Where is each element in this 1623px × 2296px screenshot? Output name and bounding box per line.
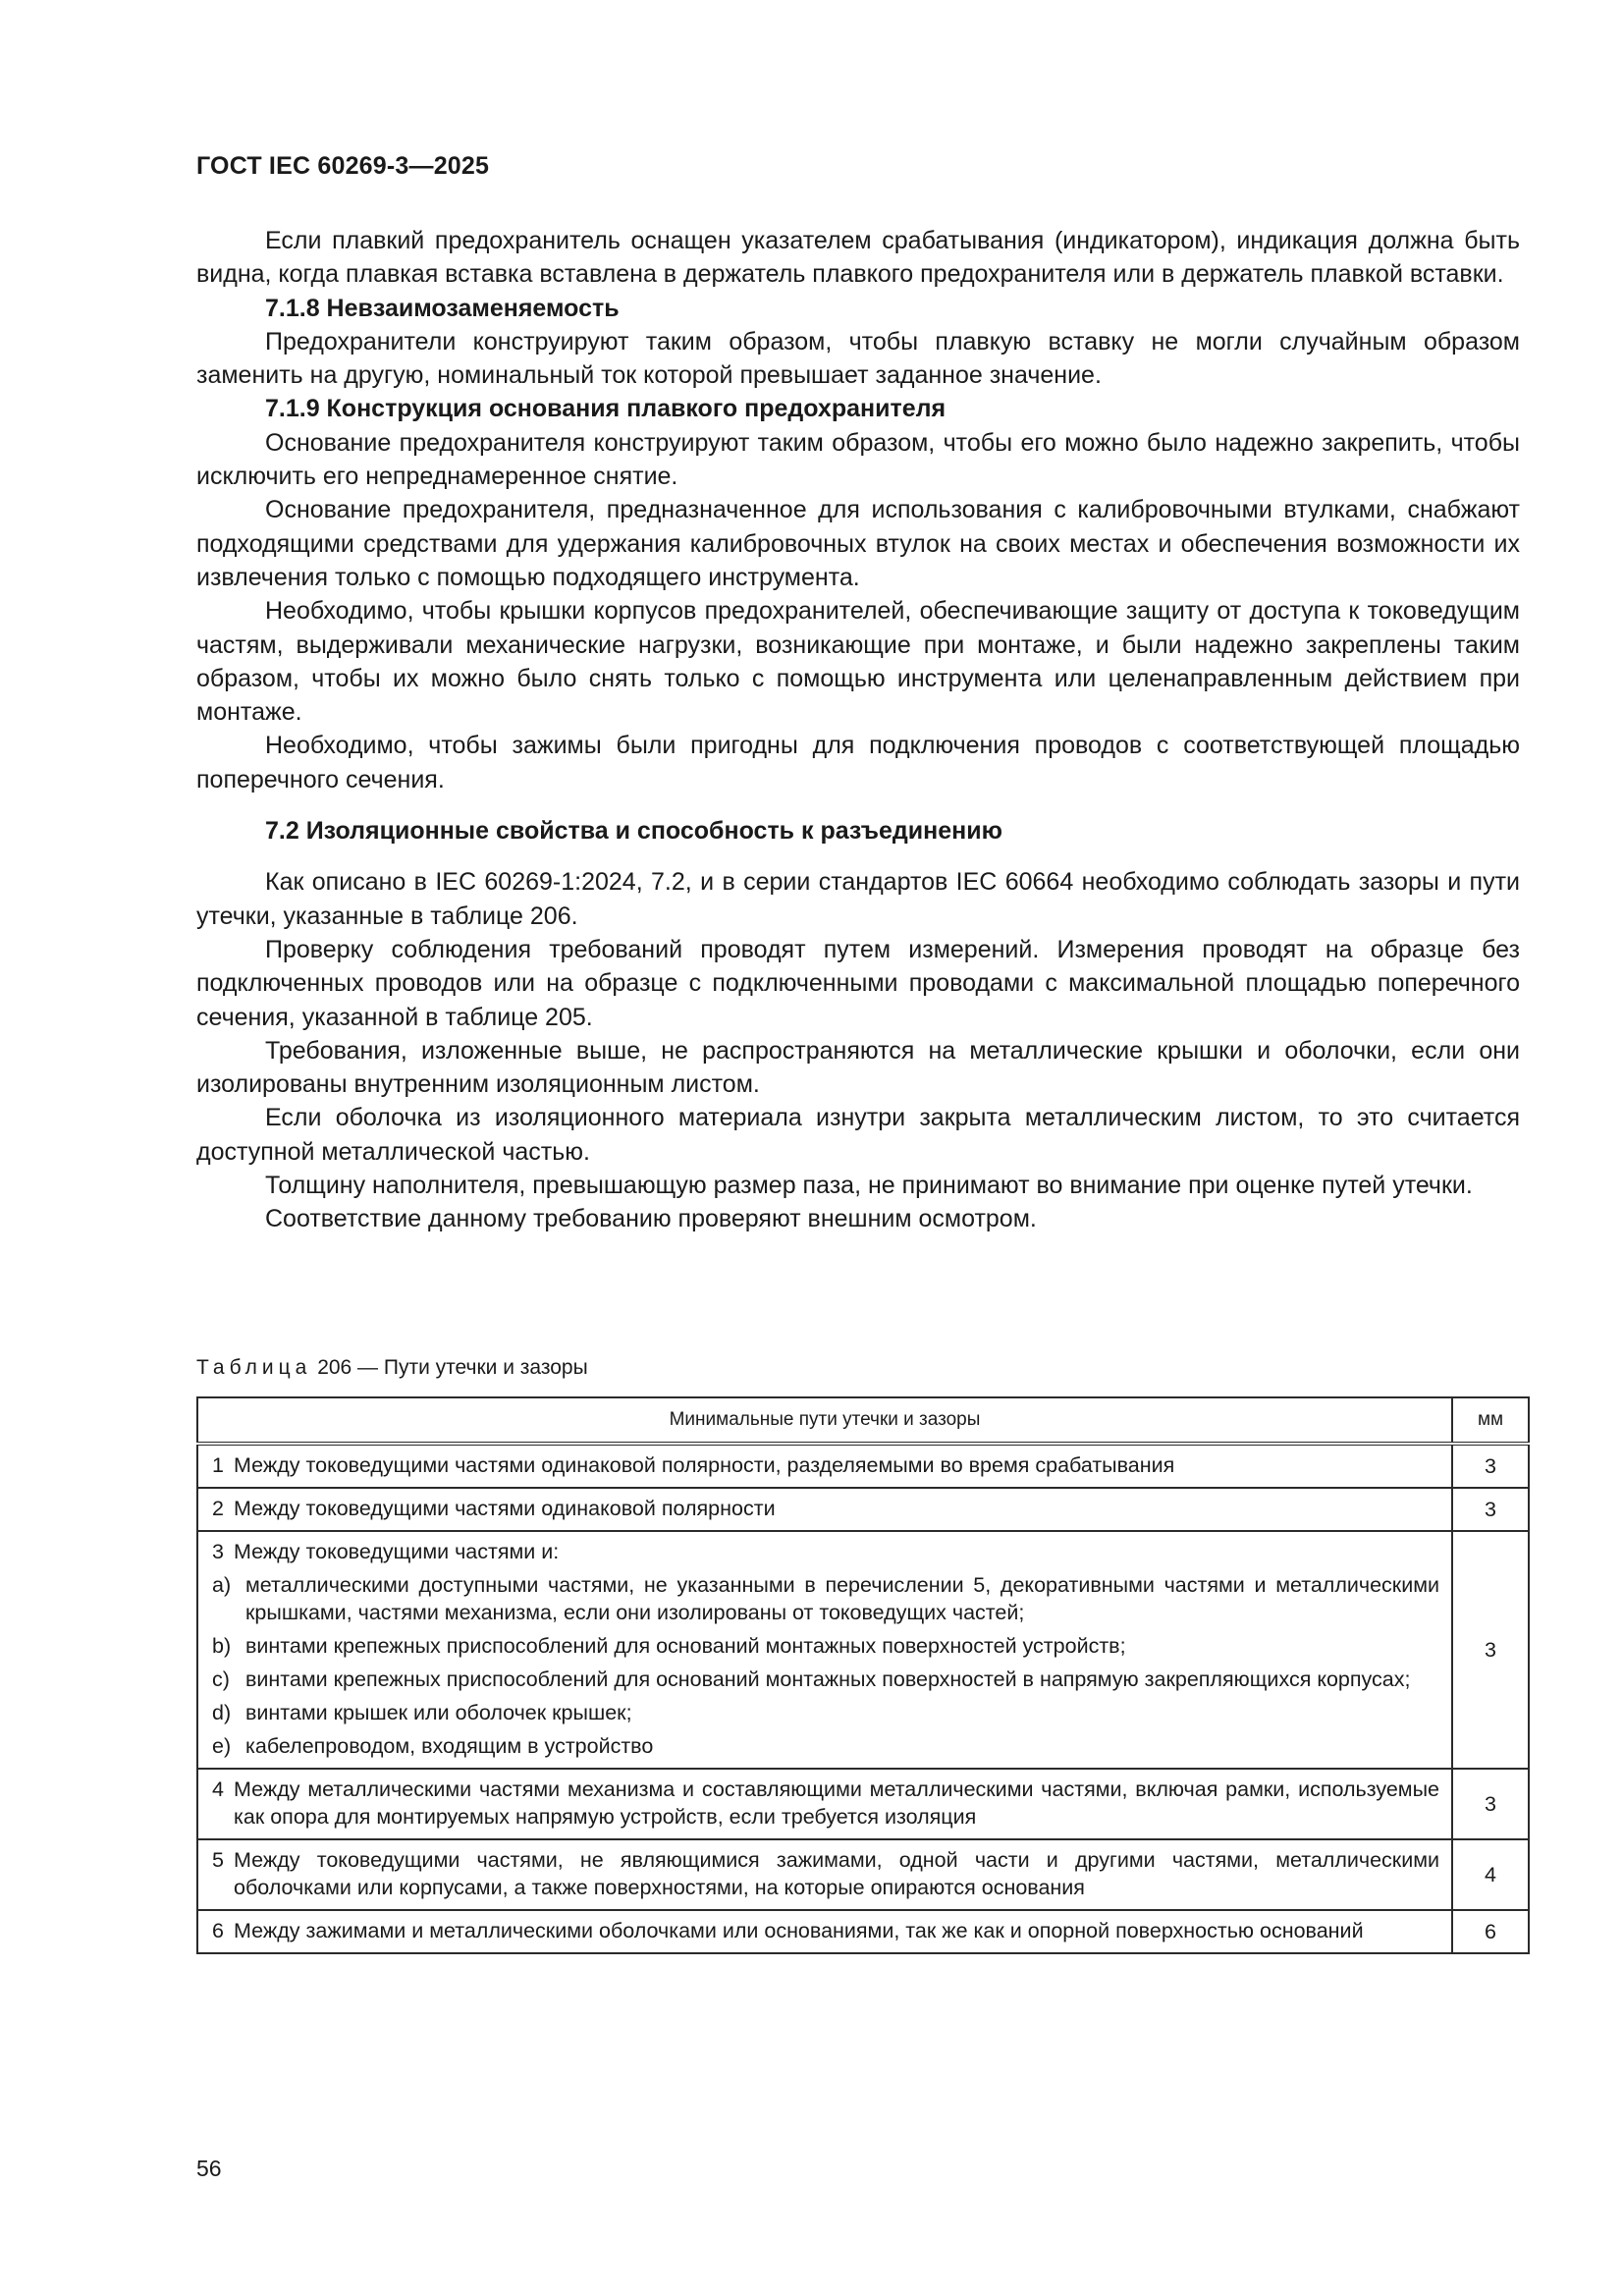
list-item-letter: d): [212, 1701, 232, 1724]
table-caption-label: Таблица: [196, 1356, 312, 1379]
row-text: Между токоведущими частями одинаковой полярности: [234, 1497, 776, 1520]
page-number: 56: [196, 2156, 222, 2181]
table-caption: [196, 1353, 588, 1383]
list-item: [212, 1571, 1439, 1626]
table-row: [197, 1531, 1529, 1769]
paragraph: Как описано в IEC 60269-1:2024, 7.2, и в серии стандартов IEC 60664 необходимо соблюдать зазоры и пути утечки, указанные в таблице 206.: [196, 868, 1520, 930]
list-item-letter: e): [212, 1734, 232, 1758]
section-heading-7-2: 7.2 Изоляционные свойства и способность к разъединению: [265, 817, 1002, 846]
row-text: Между зажимами и металлическими оболочками или основаниями, так же как и опорной поверхностью оснований: [234, 1919, 1364, 1942]
row-value: 6: [1452, 1910, 1529, 1953]
table-row: [197, 1769, 1529, 1839]
row-number: 6: [212, 1919, 224, 1942]
list-item-text: винтами крепежных приспособлений для оснований монтажных поверхностей в напрямую закрепляющихся корпусах;: [245, 1667, 1411, 1691]
list-item-text: винтами крышек или оболочек крышек;: [245, 1701, 632, 1724]
list-item: [212, 1632, 1439, 1660]
column-header-unit: мм: [1452, 1397, 1529, 1444]
list-item-text: кабелепроводом, входящим в устройство: [245, 1734, 654, 1758]
row-text: Между токоведущими частями, не являющимися зажимами, одной части и другими частями, металлическими оболочками или корпусами, а также поверхностями, на которые опираются основания: [234, 1848, 1439, 1899]
row-text: Между металлическими частями механизма и составляющими металлическими частями, включая рамки, используемые как опора для монтируемых напрямую устройств, если требуется изоляция: [234, 1777, 1439, 1829]
row-number: 4: [212, 1777, 224, 1801]
table-caption-text: 206 — Пути утечки и зазоры: [317, 1356, 588, 1379]
row-value: 3: [1452, 1769, 1529, 1839]
paragraph: Толщину наполнителя, превышающую размер паза, не принимают во внимание при оценке путей утечки.: [265, 1172, 1473, 1200]
row-value: 4: [1452, 1839, 1529, 1910]
list-item-letter: c): [212, 1667, 230, 1691]
column-header-description: Минимальные пути утечки и зазоры: [197, 1397, 1452, 1444]
clearance-table: [196, 1396, 1530, 1954]
row-value: 3: [1452, 1444, 1529, 1488]
paragraph: Основание предохранителя, предназначенное для использования с калибровочными втулками, снабжают подходящими средствами для удержания калибровочных втулок на своих местах и обеспечения возможности их извлечения только с помощью подходящего инструмента.: [196, 496, 1520, 591]
row-value: 3: [1452, 1488, 1529, 1531]
table-header-row: [197, 1397, 1529, 1444]
table-row: [197, 1839, 1529, 1910]
row-number: 5: [212, 1848, 224, 1872]
paragraph: Необходимо, чтобы крышки корпусов предохранителей, обеспечивающие защиту от доступа к токоведущим частям, выдерживали механические нагрузки, возникающие при монтаже, и были надежно закреплены таким образом, чтобы их можно было снять только с помощью инструмента или целенаправленным действием при монтаже.: [196, 597, 1520, 727]
body-text: [196, 224, 1520, 1236]
row-value: 3: [1452, 1531, 1529, 1769]
list-item-letter: a): [212, 1573, 232, 1597]
list-item: [212, 1666, 1439, 1693]
table-row: [197, 1444, 1529, 1488]
list-item: [212, 1732, 1439, 1760]
table-row: [197, 1488, 1529, 1531]
paragraph: Основание предохранителя конструируют таким образом, чтобы его можно было надежно закрепить, чтобы исключить его непреднамеренное снятие.: [196, 428, 1520, 491]
row-number: 1: [212, 1453, 224, 1477]
paragraph: Если оболочка из изоляционного материала изнутри закрыта металлическим листом, то это считается доступной металлической частью.: [196, 1104, 1520, 1166]
paragraph: Соответствие данному требованию проверяют внешним осмотром.: [265, 1205, 1037, 1233]
row-number: 3: [212, 1540, 224, 1563]
list-item-text: винтами крепежных приспособлений для оснований монтажных поверхностей устройств;: [245, 1634, 1126, 1658]
list-item-text: металлическими доступными частями, не указанными в перечислении 5, декоративными частями и металлическими крышками, частями механизма, если они изолированы от токоведущих частей;: [245, 1573, 1439, 1624]
paragraph: Необходимо, чтобы зажимы были пригодны для подключения проводов с соответствующей площадью поперечного сечения.: [196, 732, 1520, 793]
row-number: 2: [212, 1497, 224, 1520]
list-item: [212, 1699, 1439, 1726]
section-heading-7-1-8: 7.1.8 Невзаимозаменяемость: [265, 294, 620, 322]
list-item-letter: b): [212, 1634, 232, 1658]
table-row: [197, 1910, 1529, 1953]
paragraph: Если плавкий предохранитель оснащен указателем срабатывания (индикатором), индикация должна быть видна, когда плавкая вставка вставлена в держатель плавкого предохранителя или в держатель плавкой вставки.: [196, 227, 1520, 289]
paragraph: Проверку соблюдения требований проводят путем измерений. Измерения проводят на образце без подключенных проводов или на образце с подключенными проводами с максимальной площадью поперечного сечения, указанной в таблице 205.: [196, 935, 1520, 1031]
section-heading-7-1-9: 7.1.9 Конструкция основания плавкого предохранителя: [265, 395, 947, 423]
document-header: ГОСТ IEC 60269-3—2025: [196, 152, 490, 180]
row-text: Между токоведущими частями и:: [234, 1540, 560, 1563]
paragraph: Требования, изложенные выше, не распространяются на металлические крышки и оболочки, если они изолированы внутренним изоляционным листом.: [196, 1036, 1520, 1099]
row-text: Между токоведущими частями одинаковой полярности, разделяемыми во время срабатывания: [234, 1453, 1175, 1477]
paragraph: Предохранители конструируют таким образом, чтобы плавкую вставку не могли случайным образом заменить на другую, номинальный ток которой превышает заданное значение.: [196, 327, 1520, 390]
